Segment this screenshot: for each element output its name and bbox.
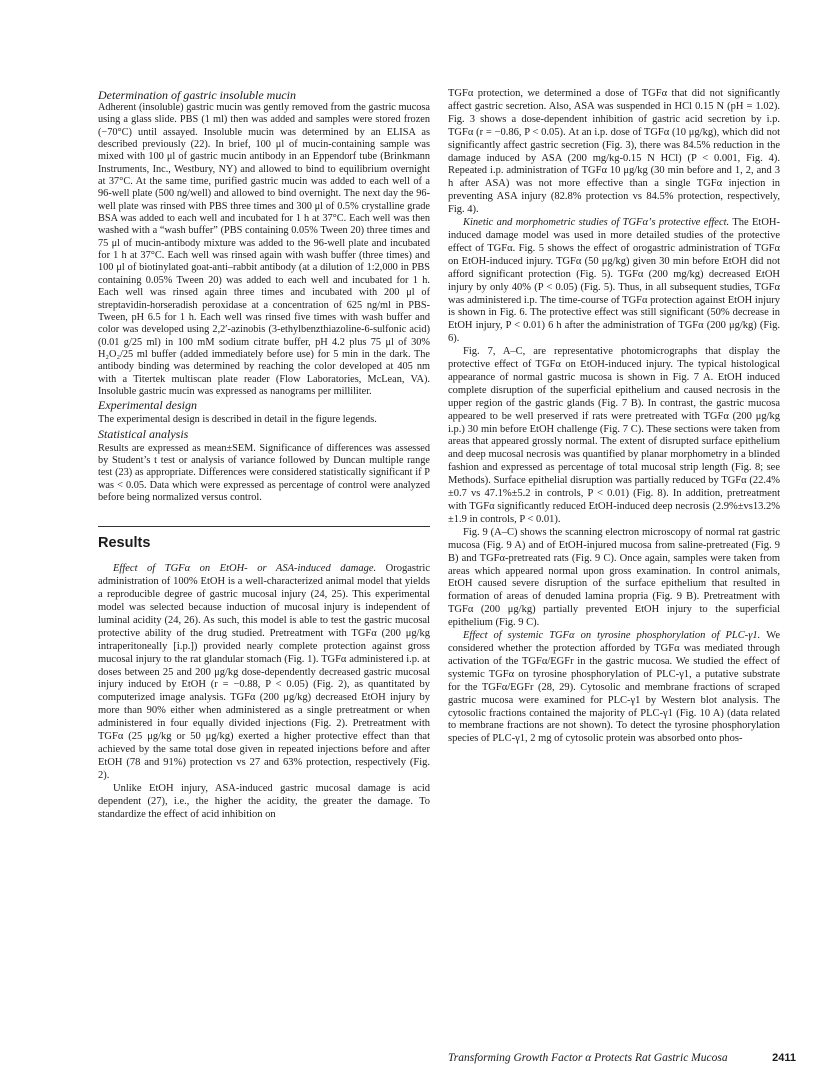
run-in-heading: Kinetic and morphometric studies of TGFα’s protective effect. bbox=[463, 217, 730, 229]
heading-insoluble-mucin: Determination of gastric insoluble mucin bbox=[98, 88, 296, 102]
paragraph-insoluble-mucin: Adherent (insoluble) gastric mucin was gently removed from the gastric mucosa using a glass slide. PBS (1 ml) then was added and samples were stored frozen (−70°C) until assayed. Insoluble mucin was determined by an ELISA as described previously (22). In brief, 100 μl of mucin-containing sample was mixed with 100 μl of gastric mucin antibody in an Eppendorf tube (Brinkmann Instruments, Inc., Westbury, NY) and allowed to bind to equilibrium overnight at 37°C. At the same time, purified gastric mucin was added to each well of a 96-well plate (500 ng/well) and allowed to bind overnight. The next day the 96-well plate was rinsed with PBS three times and 300 μl of 0.5% crystalline grade BSA was added to each well and incubated for 1 h at 37°C. Each well was then washed with a “wash buffer” (PBS containing 0.05% Tween 20) three times and 75 μl of mucin-antibody mixture was added to the 96-well plate and incubated for 1 h at 37°C. Each well was rinsed again with wash buffer (three times) and 100 μl of biotinylated goat-anti–rabbit antibody (at a dilution of 1:2,000 in PBS containing 0.05% Tween 20) was added to each well and incubated for 1 h. Each well was rinsed again three times and incubated with 200 μl of streptavidin-horseradish peroxidase at a concentration of 625 ng/ml in PBS-Tween, pH 6.5 for 1 h. Each well was rinsed five times with wash buffer and color was developed using 2,2′-azinobis (3-ethylbenzthiazoline-6-sulfonic acid) (0.01 g/25 ml) in 100 mM sodium citrate buffer, pH 4.2 plus 75 μl of 30% H₂O₂/25 ml buffer (added immediately before use) for 5 min in the dark. The antibody binding was determined by reaching the color developed at 405 nm with a Titertek multiscan plate reader (Flow Laboratories, McLean, VA). Insoluble gastric mucin was expressed as nanograms per milliliter. bbox=[98, 102, 430, 397]
heading-experimental-design: Experimental design bbox=[98, 398, 197, 413]
paragraph-experimental-design: The experimental design is described in detail in the figure legends. bbox=[98, 414, 377, 426]
heading-statistical-analysis: Statistical analysis bbox=[98, 426, 189, 441]
paragraph-text: The EtOH-induced damage model was used in more detailed studies of the protective effect of TGFα. Fig. 5 shows the effect of orogastric administration of TGFα on EtOH-induced injury. TGFα (50 μg/kg) given 30 min before EtOH did not afford significant protection (Fig. 5). TGFα (200 mg/kg) decreased EtOH injury by only 40% (P < 0.05) (Fig. 5). Thus, in all subsequent studies, TGFα was administered i.p. The time-course of TGFα protection against EtOH injury is shown in Fig. 6. The protective effect was still significant (50% decrease in EtOH injury, P < 0.01) 6 h after the administration of TGFα (200 μg/kg) (Fig. 6). bbox=[448, 217, 780, 345]
page-number: 2411 bbox=[772, 1052, 796, 1064]
running-title: Transforming Growth Factor α Protects Rat Gastric Mucosa bbox=[448, 1052, 728, 1064]
run-in-heading: Effect of TGFα on EtOH- or ASA-induced damage. bbox=[113, 563, 377, 575]
left-column bbox=[98, 88, 430, 821]
heading-results: Results bbox=[98, 535, 151, 552]
paragraph-text: Orogastric administration of 100% EtOH is a well-characterized animal model that yields a reproducible degree of gastric mucosal injury (24, 25). This experimental model was selected because induction of mucosal injury is independent of luminal acidity (24, 26). As such, this model is able to test the gastric mucosal protective ability of the drug studied. Pretreatment with TGFα (200 μg/kg intraperitoneally [i.p.]) provided nearly complete protection against gross mucosal injury to the rat glandular stomach (Fig. 1). TGFα administered i.p. at doses between 25 and 200 μg/kg dose-dependently decreased gastric mucosal injury induced by EtOH (r = −0.88, P < 0.05) (Fig. 2), as quantitated by computerized image analysis. TGFα (200 μg/kg) decreased EtOH injury by more than 90% either when administered as a single pretreatment or when administered in four equally divided injections (Fig. 2). Pretreatment with TGFα (25 μg/kg or 50 μg/kg) exerted a higher protective effect than that achieved by the same total dose given in repeated injections before and after EtOH (78 and 91%) protection vs 27 and 63% protection, respectively (Fig. 2). bbox=[98, 563, 430, 781]
paragraph-asa-acid: Unlike EtOH injury, ASA-induced gastric mucosal damage is acid dependent (27), i.e., the higher the acidity, the greater the damage. To standardize the effect of acid inhibition on bbox=[98, 782, 430, 820]
paragraph-photomicrographs: Fig. 7, A–C, are representative photomicrographs that display the protective effect of TGFα on EtOH-induced injury. The typical histological appearance of normal gastric mucosa is shown in Fig. 7 A. EtOH induced complete disruption of the superficial epithelium and caused necrosis in the upper region of the gastric glands (Fig. 7 B). In contrast, the gastric mucosa appeared to be well preserved if rats were pretreated with TGFα (200 μg/kg i.p.) 30 min before EtOH challenge (Fig. 7 C). These sections were taken from areas that appeared grossly normal. The extent of disrupted surface epithelium and deep mucosal necrosis was quantified by planar morphometry in a blinded fashion and expressed as percentage of total mucosal strip length (Fig. 8; see Methods). Surface epithelial disruption was partially reduced by TGFα (22.4%±0.7 vs 47.1%±5.2 in controls, P < 0.01) (Fig. 8). In addition, pretreatment with TGFα significantly reduced EtOH-induced deep necrosis (2.9%±vs13.2%±1.9 in controls, P < 0.01). bbox=[448, 346, 780, 525]
paragraph-plc-phosphorylation bbox=[448, 630, 780, 746]
paragraph-statistical-analysis: Results are expressed as mean±SEM. Significance of differences was assessed by Student’s t test or analysis of variance followed by Duncan multiple range test (23) as appropriate. Differences were considered statistically significant if P was < 0.05. Data which were expressed as percentage of control were analyzed before being normalized versus control. bbox=[98, 442, 430, 503]
run-in-heading: Effect of systemic TGFα on tyrosine phosphorylation of PLC-γ1. bbox=[463, 630, 761, 642]
paragraph-kinetic-morphometric bbox=[448, 217, 780, 346]
paragraph-scanning-em: Fig. 9 (A–C) shows the scanning electron microscopy of normal rat gastric mucosa (Fig. 9 A) and of EtOH-injured mucosa from saline-pretreated (Fig. 9 B) and TGFα-pretreated rats (Fig. 9 C). Once again, samples were taken from areas which appeared normal upon gross examination. In control animals, EtOH caused severe disruption of the surface epithelium that resulted in formation of areas of denuded lamina propria (Fig. 9 B). Pretreatment with TGFα (200 μg/kg) partially prevented EtOH injury to the superficial epithelium (Fig. 9 C). bbox=[448, 526, 780, 629]
page-footer bbox=[448, 1052, 796, 1064]
section-divider bbox=[98, 526, 430, 527]
paragraph-text: We considered whether the protection afforded by TGFα was mediated through activation of the TGFα/EGFr in the gastric mucosa. We studied the effect of systemic TGFα on tyrosine phosphorylation of PLC-γ1, a putative substrate for the TGFα/EGFr (28, 29). Cytosolic and membrane fractions of scraped gastric mucosa were examined for PLC-γ1 by Western blot analysis. The cytosolic fractions contained the majority of PLC-γ1 (Fig. 10 A) (data related to membrane fractions are not shown). To detect the tyrosine phosphorylation species of PLC-γ1, 2 mg of cytosolic protein was absorbed onto phos- bbox=[448, 630, 780, 745]
right-column bbox=[448, 88, 780, 746]
paragraph-tgf-protection: TGFα protection, we determined a dose of TGFα that did not significantly affect gastric secretion. Also, ASA was suspended in HCl 0.15 N (pH = 1.02). Fig. 3 shows a dose-dependent inhibition of gastric acid secretion by i.p. TGFα (r = −0.86, P < 0.05). At an i.p. dose of TGFα (10 μg/kg), which did not significantly affect gastric secretion (Fig. 3), there was 84.5% reduction in the damage induced by ASA (200 mg/kg-0.15 N HCl) (P < 0.001, Fig. 4). Repeated i.p. administration of TGFα 10 μg/kg (30 min before and 1, 2, and 3 h after ASA) was not more effective than a single TGFα injection in preventing ASA injury (82.8% protection vs 84.5% protection, respectively, Fig. 4). bbox=[448, 88, 780, 216]
paragraph-results-ethanol-asa bbox=[98, 563, 430, 782]
